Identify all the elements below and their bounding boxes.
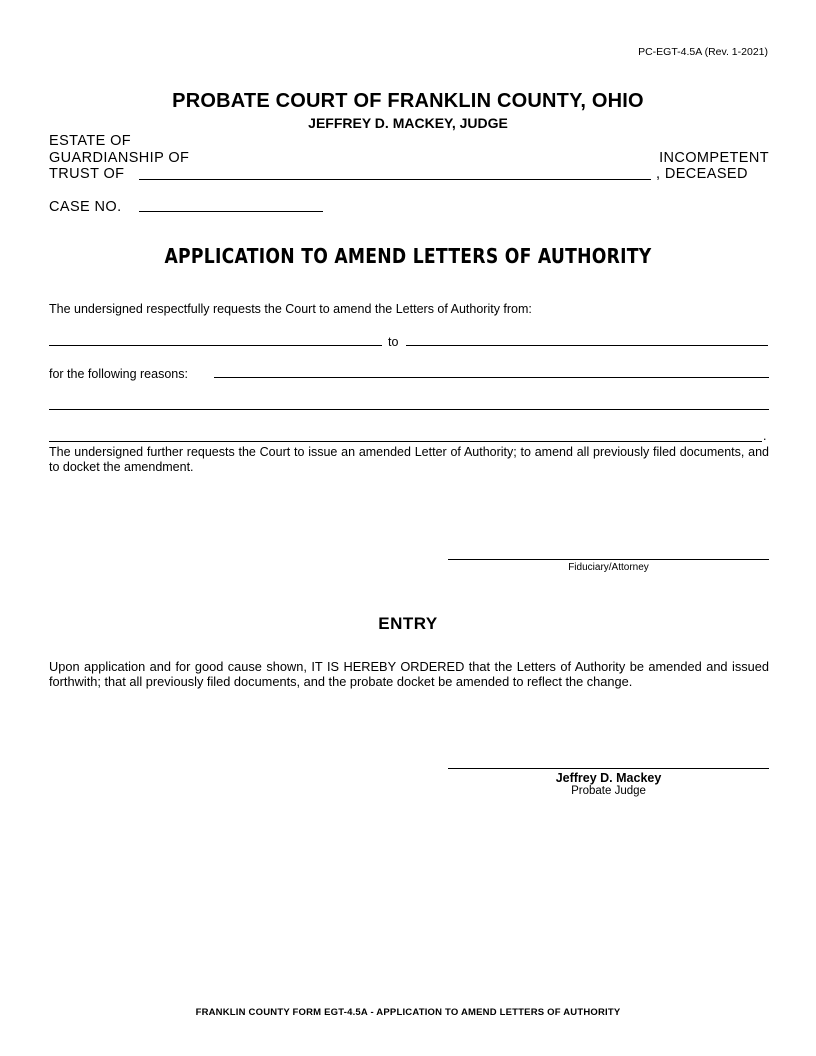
reasons-field-1[interactable] — [214, 363, 769, 378]
to-word: to — [388, 335, 399, 349]
form-footer: FRANKLIN COUNTY FORM EGT-4.5A - APPLICATION TO AMEND LETTERS OF AUTHORITY — [195, 1007, 621, 1018]
further-request-paragraph: The undersigned further requests the Court to issue an amended Letter of Authority; to amend all previously filed documents, and to docket the amendment. — [49, 445, 769, 474]
fiduciary-signature-line[interactable] — [448, 559, 769, 560]
case-name-field[interactable] — [139, 165, 651, 180]
application-intro: The undersigned respectfully requests the Court to amend the Letters of Authority from: — [49, 302, 532, 316]
judge-line: JEFFREY D. MACKEY, JUDGE — [308, 115, 508, 131]
reasons-field-3[interactable] — [49, 427, 762, 442]
entry-paragraph: Upon application and for good cause shown, IT IS HEREBY ORDERED that the Letters of Authority be amended and issued forthwith; that all previously filed documents, and the probate docket be amended to reflect the change. — [49, 659, 769, 689]
incompetent-label: INCOMPETENT — [659, 150, 769, 166]
judge-signature-line[interactable] — [448, 768, 769, 769]
to-field[interactable] — [406, 331, 768, 346]
form-id: PC-EGT-4.5A (Rev. 1-2021) — [638, 46, 768, 58]
judge-title: Probate Judge — [571, 785, 646, 797]
reasons-label: for the following reasons: — [49, 367, 188, 381]
guardianship-of-label: GUARDIANSHIP OF — [49, 150, 190, 166]
fiduciary-signature-caption: Fiduciary/Attorney — [568, 562, 649, 573]
reasons-period: . — [763, 429, 767, 443]
court-title: PROBATE COURT OF FRANKLIN COUNTY, OHIO — [172, 90, 644, 112]
case-no-label: CASE NO. — [49, 199, 122, 215]
reasons-field-2[interactable] — [49, 395, 769, 410]
trust-of-label: TRUST OF — [49, 166, 125, 182]
deceased-label: , DECEASED — [656, 166, 748, 182]
application-title: APPLICATION TO AMEND LETTERS OF AUTHORITY — [164, 244, 652, 268]
case-no-field[interactable] — [139, 197, 323, 212]
from-field[interactable] — [49, 331, 382, 346]
estate-of-label: ESTATE OF — [49, 133, 132, 149]
judge-name: Jeffrey D. Mackey — [555, 771, 662, 785]
entry-title: ENTRY — [378, 614, 438, 633]
